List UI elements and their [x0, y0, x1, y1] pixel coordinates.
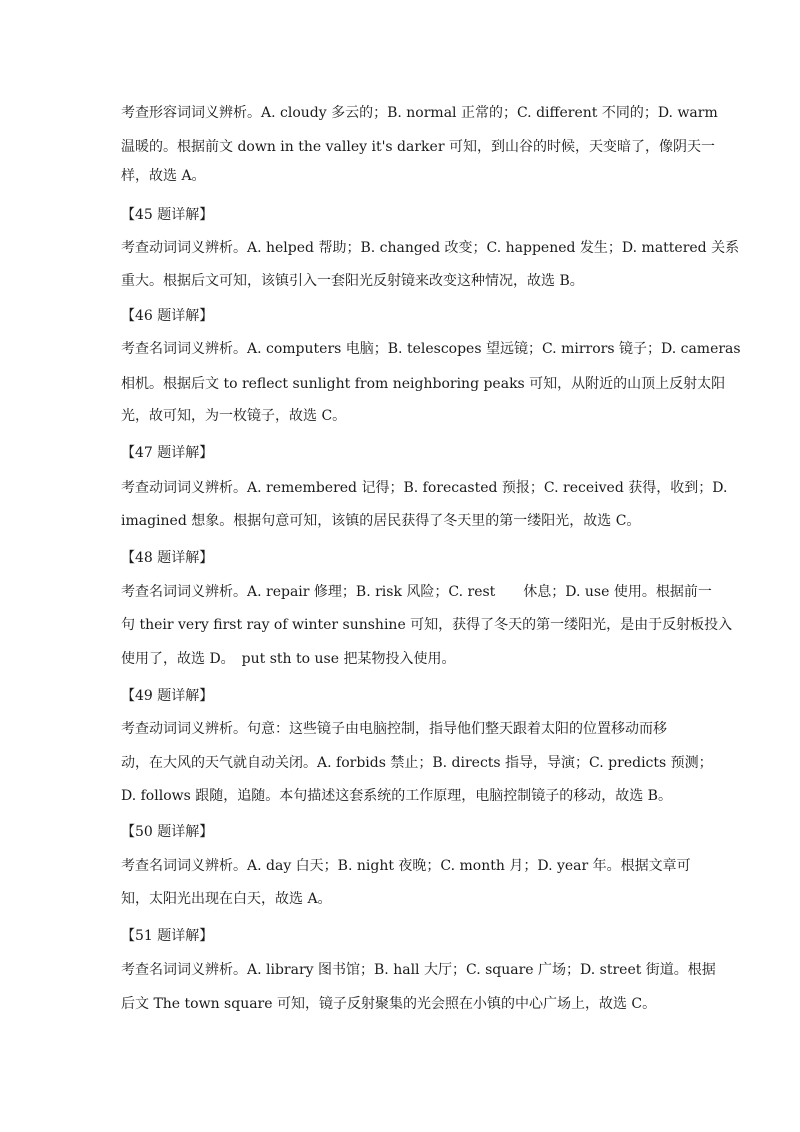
paragraph-line: 考查名词词义辨析。A. day 白天；B. night 夜晚；C. month 月；D. year 年。根据文章可	[121, 858, 691, 874]
paragraph-line: D. follows 跟随，追随。本句描述这套系统的工作原理，电脑控制镜子的移动，故选 B。	[121, 788, 672, 804]
paragraph-line: 使用了，故选 D。 put sth to use 把某物投入使用。	[121, 651, 456, 667]
paragraph-line: 动，在大风的天气就自动关闭。A. forbids 禁止；B. directs 指导，导演；C. predicts 预测；	[121, 755, 713, 771]
question-heading: 【51 题详解】	[121, 928, 214, 944]
paragraph-line: 考查名词词义辨析。A. repair 修理；B. risk 风险；C. rest 休息；D. use 使用。根据前一	[121, 584, 712, 600]
question-heading: 【47 题详解】	[121, 445, 214, 461]
paragraph-line: 句 their very first ray of winter sunshine 可知，获得了冬天的第一缕阳光，是由于反射板投入	[121, 617, 733, 633]
paragraph-line: 知，太阳光出现在白天，故选 A。	[121, 891, 332, 907]
paragraph-line: 考查动词词义辨析。A. remembered 记得；B. forecasted 预报；C. received 获得，收到；D.	[121, 480, 728, 496]
paragraph-line: 考查动词词义辨析。A. helped 帮助；B. changed 改变；C. happened 发生；D. mattered 关系	[121, 240, 740, 256]
question-heading: 【46 题详解】	[121, 308, 214, 324]
paragraph-line: 相机。根据后文 to reflect sunlight from neighboring peaks 可知，从附近的山顶上反射太阳	[121, 376, 726, 392]
paragraph-line: 考查形容词词义辨析。A. cloudy 多云的；B. normal 正常的；C. different 不同的；D. warm	[121, 105, 718, 121]
question-heading: 【49 题详解】	[121, 688, 214, 704]
paragraph-line: 重大。根据后文可知，该镇引入一套阳光反射镜来改变这种情况，故选 B。	[121, 273, 584, 289]
paragraph-line: 考查动词词义辨析。句意：这些镜子由电脑控制，指导他们整天跟着太阳的位置移动而移	[121, 721, 667, 737]
paragraph-line: 样，故选 A。	[121, 168, 206, 184]
paragraph-line: imagined 想象。根据句意可知，该镇的居民获得了冬天里的第一缕阳光，故选 C。	[121, 513, 641, 529]
question-heading: 【45 题详解】	[121, 207, 214, 223]
question-heading: 【50 题详解】	[121, 824, 214, 840]
paragraph-line: 光，故可知，为一枚镜子，故选 C。	[121, 408, 347, 424]
question-heading: 【48 题详解】	[121, 550, 214, 566]
paragraph-line: 后文 The town square 可知，镜子反射聚集的光会照在小镇的中心广场上，故选 C。	[121, 996, 657, 1012]
paragraph-line: 考查名词词义辨析。A. library 图书馆；B. hall 大厅；C. square 广场；D. street 街道。根据	[121, 962, 716, 978]
paragraph-line: 温暖的。根据前文 down in the valley it's darker 可知，到山谷的时候，天变暗了，像阴天一	[121, 139, 715, 155]
paragraph-line: 考查名词词义辨析。A. computers 电脑；B. telescopes 望远镜；C. mirrors 镜子；D. cameras	[121, 341, 741, 357]
